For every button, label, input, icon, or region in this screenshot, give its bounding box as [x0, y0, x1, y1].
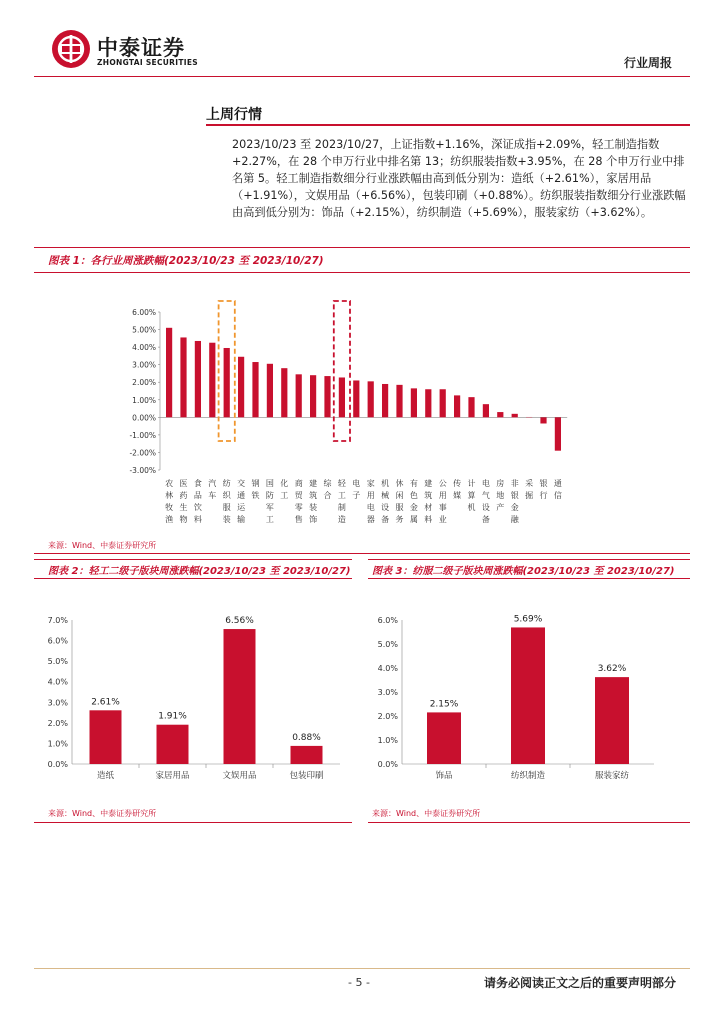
- bar: [166, 328, 172, 418]
- bar: [454, 395, 460, 417]
- figure2-top-rule: [34, 559, 352, 560]
- x-tick-label: 家用电器: [366, 479, 375, 524]
- x-tick-label: 化工: [280, 479, 289, 500]
- x-tick-label: 银行: [539, 479, 548, 500]
- y-tick-label: 2.0%: [47, 718, 68, 728]
- x-tick-label: 造纸: [96, 771, 115, 781]
- bar: [90, 710, 122, 764]
- x-tick-label: 休闲服务: [395, 479, 404, 524]
- x-tick-label: 钢铁: [251, 479, 260, 500]
- data-label: 6.56%: [225, 616, 254, 627]
- figure1-title: 图表 1：各行业周涨跌幅(2023/10/23 至 2023/10/27): [48, 255, 324, 267]
- x-tick-label: 汽车: [208, 479, 217, 500]
- x-tick-label: 交通运输: [237, 479, 246, 524]
- page-number: - 5 -: [348, 976, 370, 989]
- section-paragraph: 2023/10/23 至 2023/10/27，上证指数+1.16%，深证成指+2.09%，轻工制造指数+2.27%，在 28 个申万行业中排名第 13；纺织服装指数+3.95%，在 28 个申万行业中排名第 5。轻工制造指数细分行业涨跌幅由高到低分别为：造纸（+2.61%），家居用品（+1.91%），文娱用品（+6.56%），包装印刷（+0.88%）。纺织服装指数细分行业涨跌幅由高到低分别为：饰品（+2.15%），纺织制造（+5.69%），服装家纺（+3.62%）。: [232, 138, 686, 219]
- figure3-title: 图表 3：纺服二级子版块周涨跌幅(2023/10/23 至 2023/10/27): [372, 566, 675, 577]
- chart-industry-weekly: [110, 290, 610, 530]
- bar: [267, 364, 273, 418]
- bar: [555, 417, 561, 450]
- x-tick-label: 医药生物: [179, 479, 188, 524]
- bar: [310, 375, 316, 417]
- bar: [440, 389, 446, 417]
- x-tick-label: 国防军工: [265, 479, 274, 524]
- x-tick-label: 包装印刷: [289, 771, 324, 781]
- y-tick-label: 3.0%: [377, 688, 398, 697]
- x-tick-label: 服装家纺: [594, 771, 630, 781]
- bar: [512, 414, 518, 418]
- x-tick-label: 计算机: [467, 479, 476, 512]
- y-tick-label: 0.0%: [377, 760, 398, 769]
- figure2-source: 来源：Wind、中泰证券研究所: [48, 809, 157, 818]
- x-tick-label: 机械设备: [381, 479, 390, 524]
- bar: [296, 374, 302, 417]
- chart-textile-apparel: [368, 600, 690, 790]
- x-tick-label: 传媒: [453, 479, 462, 500]
- y-tick-label: 3.0%: [47, 698, 68, 708]
- x-tick-label: 轻工制造: [337, 479, 346, 524]
- x-tick-label: 非银金融: [510, 479, 519, 524]
- x-tick-label: 文娱用品: [222, 771, 257, 781]
- figure3-source: 来源：Wind、中泰证券研究所: [372, 809, 481, 818]
- bar: [595, 677, 629, 764]
- section-title: 上周行情: [206, 107, 262, 123]
- bar: [180, 337, 186, 417]
- y-tick-label: 0.00%: [132, 413, 156, 423]
- x-tick-label: 农林牧渔: [165, 479, 174, 524]
- figure1-bottom-rule: [34, 553, 690, 554]
- bar: [468, 397, 474, 417]
- y-tick-label: 0.0%: [47, 760, 68, 769]
- bar: [224, 629, 256, 764]
- bar: [353, 380, 359, 417]
- data-label: 2.15%: [429, 699, 459, 710]
- y-tick-label: 5.0%: [47, 657, 68, 667]
- x-tick-label: 纺织制造: [510, 771, 546, 781]
- data-label: 2.61%: [91, 697, 120, 708]
- x-tick-label: 饰品: [435, 771, 453, 781]
- y-tick-label: 4.00%: [132, 343, 156, 353]
- bar: [209, 343, 215, 418]
- figure2-title-rule: [34, 578, 352, 579]
- y-tick-label: 7.0%: [47, 616, 68, 625]
- x-tick-label: 电子: [352, 479, 361, 500]
- x-tick-label: 通信: [553, 479, 562, 500]
- bar: [540, 417, 546, 423]
- bar: [224, 348, 230, 417]
- x-tick-label: 公用事业: [438, 479, 447, 524]
- bar: [511, 627, 545, 764]
- data-label: 5.69%: [513, 614, 543, 625]
- y-tick-label: -3.00%: [129, 466, 156, 475]
- figure2-bottom-rule: [34, 822, 352, 823]
- y-tick-label: -1.00%: [129, 430, 156, 440]
- header-divider: [34, 76, 690, 77]
- x-tick-label: 采掘: [525, 479, 534, 500]
- x-tick-label: 综合: [323, 479, 332, 500]
- footer-divider: [34, 968, 690, 969]
- data-label: 1.91%: [158, 711, 187, 722]
- y-tick-label: 2.0%: [377, 712, 398, 721]
- logo-text-cn: 中泰证券: [97, 36, 185, 60]
- bar: [339, 377, 345, 417]
- y-tick-label: 5.00%: [132, 325, 156, 335]
- y-tick-label: -2.00%: [129, 448, 156, 458]
- bar: [382, 384, 388, 417]
- bar: [252, 362, 258, 417]
- logo-text-en: ZHONGTAI SECURITIES: [97, 58, 198, 67]
- figure1-source: 来源：Wind、中泰证券研究所: [48, 541, 157, 550]
- x-tick-label: 建筑材料: [424, 479, 433, 524]
- bar: [497, 412, 503, 417]
- bar: [195, 341, 201, 417]
- x-tick-label: 商贸零售: [294, 479, 303, 524]
- bar: [483, 404, 489, 417]
- figure1-title-rule: [34, 272, 690, 273]
- chart-light-industry: [34, 600, 352, 790]
- x-tick-label: 房地产: [496, 479, 505, 512]
- x-tick-label: 有色金属: [409, 479, 418, 524]
- figure3-bottom-rule: [368, 822, 690, 823]
- data-label: 3.62%: [597, 664, 627, 675]
- y-tick-label: 6.00%: [132, 308, 156, 317]
- y-tick-label: 4.0%: [47, 677, 68, 687]
- report-type: 行业周报: [623, 56, 672, 70]
- footer-disclaimer: 请务必阅读正文之后的重要声明部分: [483, 976, 676, 990]
- y-tick-label: 6.0%: [47, 636, 68, 646]
- data-label: 0.88%: [292, 732, 321, 743]
- y-tick-label: 2.00%: [132, 378, 156, 388]
- y-tick-label: 6.0%: [377, 616, 398, 625]
- bar: [396, 385, 402, 417]
- company-logo-icon: [52, 30, 90, 68]
- x-tick-label: 家居用品: [155, 771, 190, 781]
- figure3-top-rule: [368, 559, 690, 560]
- figure2-title: 图表 2：轻工二级子版块周涨跌幅(2023/10/23 至 2023/10/27): [48, 566, 351, 577]
- x-tick-label: 建筑装饰: [309, 479, 318, 524]
- bar: [425, 389, 431, 417]
- bar: [291, 746, 323, 764]
- bar: [238, 357, 244, 418]
- y-tick-label: 1.0%: [47, 739, 68, 749]
- y-tick-label: 1.0%: [377, 736, 398, 745]
- y-tick-label: 3.00%: [132, 360, 156, 370]
- highlight-box: [334, 301, 350, 441]
- figure1-top-rule: [34, 247, 690, 248]
- y-tick-label: 5.0%: [377, 640, 398, 649]
- y-tick-label: 1.00%: [132, 395, 156, 405]
- figure3-title-rule: [368, 578, 690, 579]
- bar: [157, 725, 189, 764]
- bar: [281, 368, 287, 417]
- bar: [411, 388, 417, 417]
- x-tick-label: 电气设备: [481, 479, 490, 524]
- bar: [427, 712, 461, 764]
- y-tick-label: 4.0%: [377, 664, 398, 673]
- bar: [368, 381, 374, 417]
- x-tick-label: 纺织服装: [222, 479, 231, 524]
- bar: [324, 376, 330, 417]
- x-tick-label: 食品饮料: [193, 479, 202, 524]
- section-underline: [206, 124, 690, 126]
